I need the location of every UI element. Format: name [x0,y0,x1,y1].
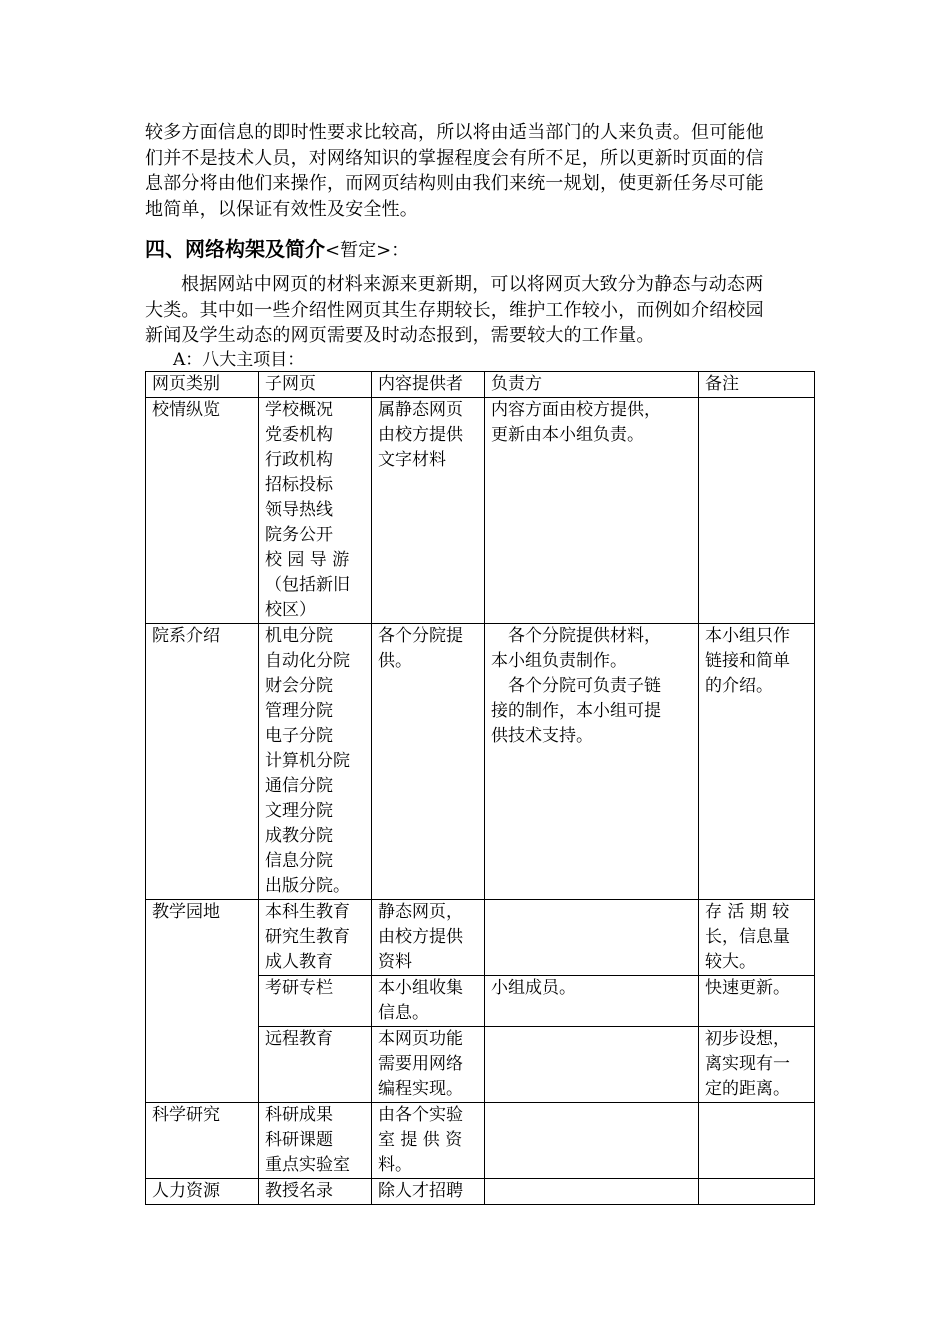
subpage-item: 学校概况 [265,399,333,420]
subpage-item: 管理分院 [265,700,333,721]
owner-line: 更新由本小组负责。 [491,424,644,445]
provider-line: 资料 [378,951,412,972]
cell-owner [485,623,699,899]
cell-category: 校情纵览 [146,397,259,623]
provider-line: 除人才招聘 [378,1180,463,1201]
cell-category: 人力资源 [146,1178,259,1204]
note-line: 初步设想， [705,1028,790,1049]
subpage-item: 科研成果 [265,1104,333,1125]
section-heading [145,234,813,266]
owner-line: 各个分院提供材料， [508,625,661,646]
provider-line: 由各个实验 [378,1104,463,1125]
subpage-item: 财会分院 [265,675,333,696]
heading-main: 四、网络构架及简介 [145,237,325,261]
text-line: 地简单，以保证有效性及安全性。 [145,198,418,220]
document-page [145,120,813,1205]
heading-note: <暂定>： [325,240,410,261]
subpage-item: 文理分院 [265,800,333,821]
cell-subpages [259,1178,372,1204]
subpage-item: 重点实验室 [265,1154,350,1175]
subheading: A：八大主项目： [173,349,305,370]
cell-subpages [259,1102,372,1178]
text-line: 息部分将由他们来操作，而网页结构则由我们来统一规划，使更新任务尽可能 [145,173,764,194]
subpage-item: 研究生教育 [265,926,350,947]
subpage-item: 成人教育 [265,951,333,972]
cell-owner [485,1102,699,1178]
header-note: 备注 [699,371,815,397]
subpage-item: 教授名录 [265,1180,333,1201]
provider-line: 料。 [378,1154,412,1175]
intro-paragraph [145,120,813,222]
cell-owner [485,397,699,623]
note-line: 长，信息量 [705,926,790,947]
cell-category: 院系介绍 [146,623,259,899]
provider-line: 各个分院提 [378,625,463,646]
note-line: 定的距离。 [705,1078,790,1099]
text-line: 较多方面信息的即时性要求比较高，所以将由适当部门的人来负责。但可能他 [145,122,764,143]
cell-note [699,1026,815,1102]
subpage-item: 成教分院 [265,825,333,846]
cell-provider [372,1102,485,1178]
header-owner: 负责方 [485,371,699,397]
provider-line: 由校方提供 [378,926,463,947]
subpage-item: 计算机分院 [265,750,350,771]
provider-line: 需要用网络 [378,1053,463,1074]
cell-provider [372,975,485,1026]
cell-provider [372,1026,485,1102]
provider-line: 文字材料 [378,449,446,470]
cell-subpages [259,397,372,623]
provider-line: 室 提 供 资 [378,1129,463,1150]
cell-note [699,1178,815,1204]
cell-subpages [259,1026,372,1102]
cell-owner [485,1026,699,1102]
cell-category: 科学研究 [146,1102,259,1178]
subpage-item: 本科生教育 [265,901,350,922]
text-line: 们并不是技术人员，对网络知识的掌握程度会有所不足，所以更新时页面的信 [145,147,764,169]
table-row [146,623,815,899]
subpage-item: 自动化分院 [265,650,350,671]
cell-note [699,397,815,623]
header-category: 网页类别 [146,371,259,397]
provider-line: 供。 [378,650,412,671]
provider-line: 由校方提供 [378,424,463,445]
subpage-item: 党委机构 [265,424,333,445]
subpage-item: 信息分院 [265,850,333,871]
cell-provider [372,623,485,899]
cell-owner [485,1178,699,1204]
subpage-item: 领导热线 [265,499,333,520]
cell-subpages [259,623,372,899]
cell-provider [372,397,485,623]
subpage-item: 行政机构 [265,449,333,470]
subpage-item: （包括新旧 [265,574,350,595]
subpage-item: 远程教育 [265,1028,333,1049]
cell-note [699,1102,815,1178]
subpage-item: 科研课题 [265,1129,333,1150]
note-line: 较大。 [705,951,756,972]
cell-owner [485,899,699,975]
cell-note [699,975,815,1026]
provider-line: 本网页功能 [378,1028,463,1049]
owner-line: 接的制作，本小组可提 [491,700,661,721]
subpage-item: 招标投标 [265,474,333,495]
owner-line: 小组成员。 [491,977,576,998]
subpage-item: 校 园 导 游 [265,549,350,570]
table-row [146,899,815,975]
provider-line: 本小组收集 [378,977,463,998]
provider-line: 信息。 [378,1002,429,1023]
cell-subpages [259,975,372,1026]
subpage-item: 电子分院 [265,725,333,746]
text-line: 大类。其中如一些介绍性网页其生存期较长，维护工作较小，而例如介绍校园 [145,299,764,321]
owner-line: 各个分院可负责子链 [508,675,661,696]
table-row [146,397,815,623]
subpage-item: 院务公开 [265,524,333,545]
note-line: 离实现有一 [705,1053,790,1074]
subpage-item: 考研专栏 [265,977,333,998]
note-line: 的介绍。 [705,675,773,696]
cell-provider [372,1178,485,1204]
cell-category: 教学园地 [146,899,259,1102]
note-line: 本小组只作 [705,625,790,646]
cell-owner [485,975,699,1026]
body-paragraph [145,272,813,349]
table-row [146,1178,815,1204]
subpage-item: 通信分院 [265,775,333,796]
owner-line: 本小组负责制作。 [491,650,627,671]
table-header-row [146,371,815,397]
cell-note [699,623,815,899]
note-line: 链接和简单 [705,650,790,671]
text-line: 根据网站中网页的材料来源来更新期，可以将网页大致分为静态与动态两 [181,274,764,295]
table-row [146,1102,815,1178]
provider-line: 静态网页， [378,901,463,922]
provider-line: 编程实现。 [378,1078,463,1099]
projects-table [145,371,815,1205]
owner-line: 内容方面由校方提供， [491,399,661,420]
header-subpage: 子网页 [259,371,372,397]
cell-provider [372,899,485,975]
header-provider: 内容提供者 [372,371,485,397]
cell-note [699,899,815,975]
subpage-item: 出版分院。 [265,875,350,896]
subpage-item: 校区） [265,599,316,620]
subpage-item: 机电分院 [265,625,333,646]
text-line: 新闻及学生动态的网页需要及时动态报到，需要较大的工作量。 [145,325,655,346]
cell-subpages [259,899,372,975]
owner-line: 供技术支持。 [491,725,593,746]
provider-line: 属静态网页 [378,399,463,420]
note-line: 存 活 期 较 [705,901,790,922]
note-line: 快速更新。 [705,977,790,998]
